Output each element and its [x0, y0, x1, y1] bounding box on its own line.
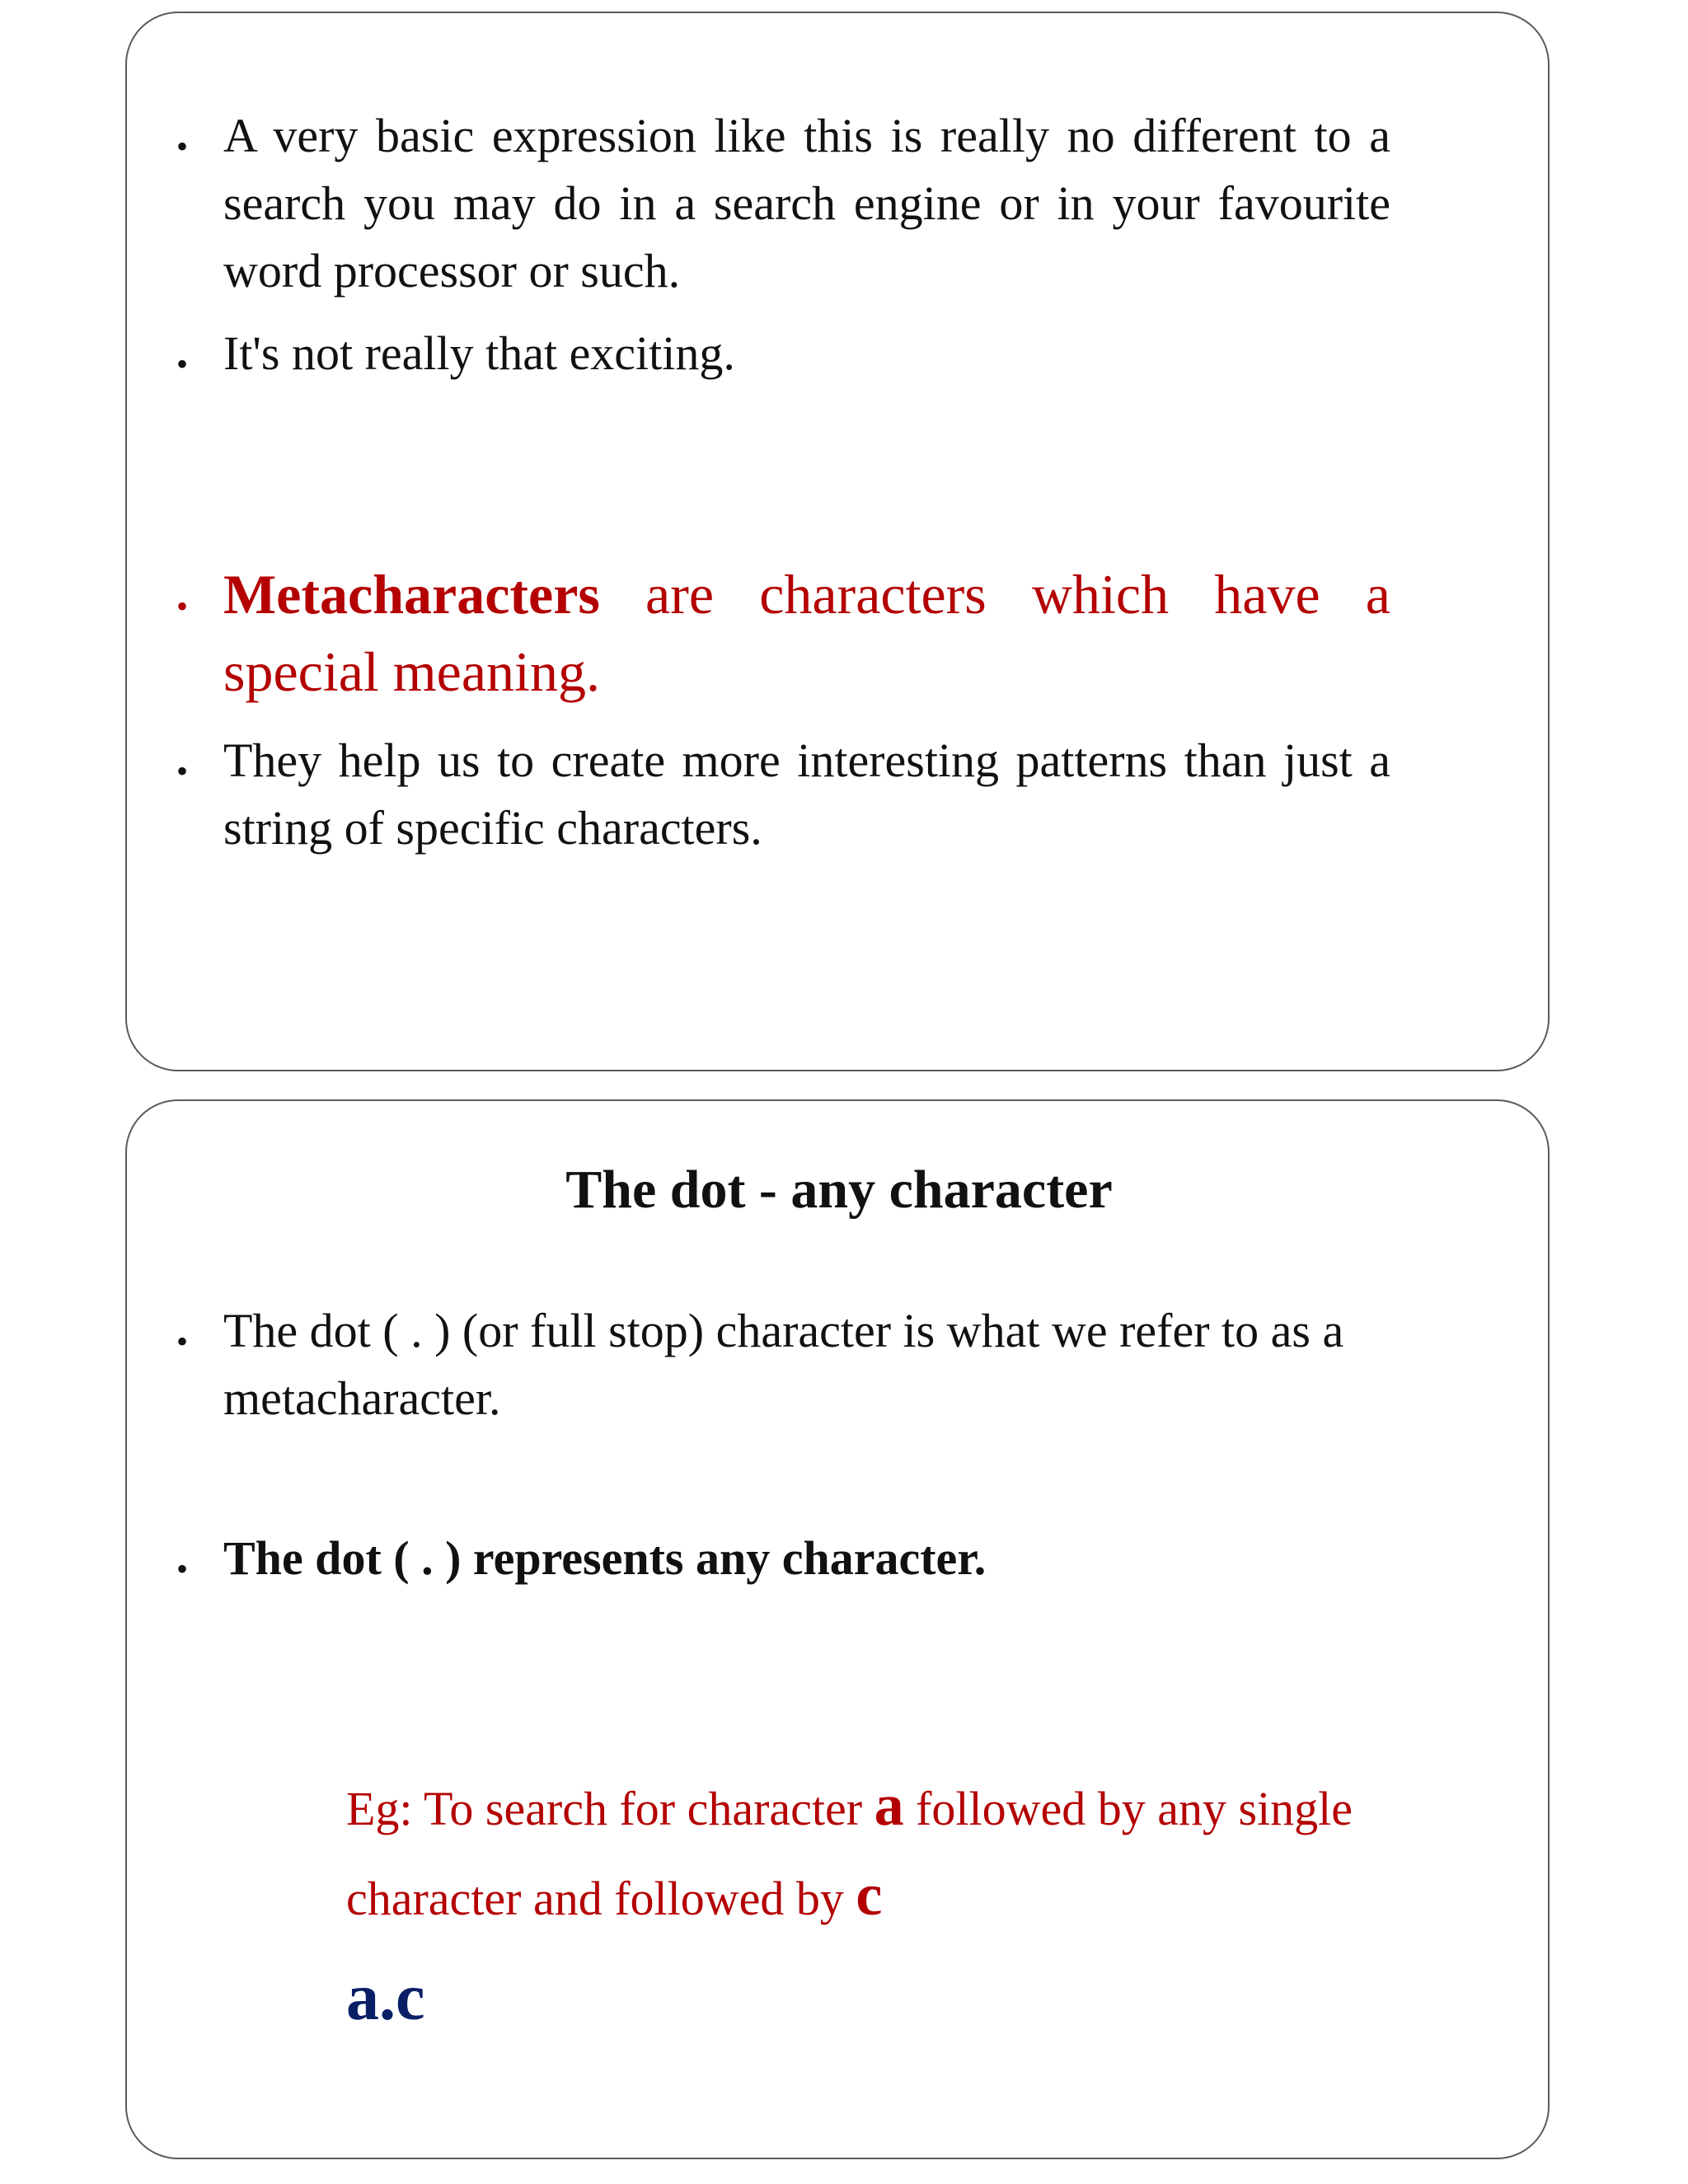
bullet-text-bold: The dot ( . ) represents any character.: [223, 1531, 987, 1585]
slide-card-2: [125, 1099, 1550, 2159]
bullet-dot: •: [176, 1550, 189, 1587]
example-char-c: c: [856, 1862, 883, 1928]
bullet-dot: •: [176, 345, 189, 382]
bullet-text: A very basic expression like this is really no different to a search you may do in a search engine or in your favourite word processor or such.: [223, 109, 1390, 298]
bullet-dot: •: [176, 128, 189, 165]
metacharacters-definition: are characters which have a special meaning.: [223, 563, 1390, 703]
slide-title: The dot - any character: [565, 1160, 1113, 1220]
example-prefix: Eg: To search for character: [346, 1782, 874, 1835]
regex-example: a.c: [346, 1961, 425, 2034]
example-text: [346, 1762, 1500, 1942]
example-char-a: a: [874, 1772, 904, 1838]
bullet-text: It's not really that exciting.: [223, 326, 735, 380]
bullet-text: The dot ( . ) (or full stop) character is what we refer to as a metacharacter.: [223, 1304, 1344, 1425]
example-middle: followed by any single character and followed by: [346, 1782, 1353, 1925]
bullet-dot: •: [176, 1323, 189, 1360]
bullet-dot: •: [176, 752, 189, 790]
bullet-text: They help us to create more interesting patterns than just a string of specific characters.: [223, 733, 1390, 855]
bullet-dot: •: [176, 588, 189, 625]
slide-card-1: [125, 12, 1550, 1071]
metacharacters-term: Metacharacters: [223, 563, 600, 626]
bullet-text-highlight: [223, 555, 1390, 710]
